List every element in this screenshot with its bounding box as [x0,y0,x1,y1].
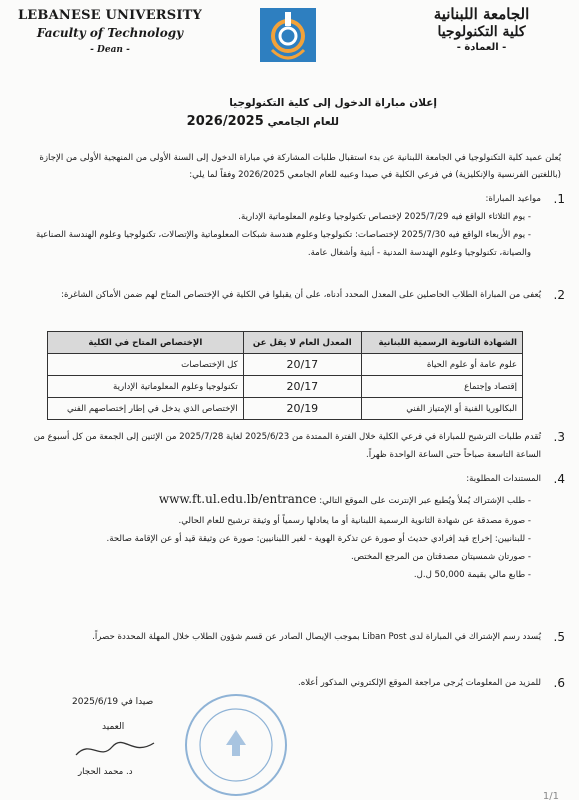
dean-label-en: - Dean - [90,45,130,55]
entrance-url-link[interactable]: www.ft.ul.edu.lb/entrance [158,492,317,506]
list-item: - طابع مالي بقيمة 50,000 ل.ل. [413,570,531,580]
university-logo [258,6,318,64]
section-number: 2. [553,288,565,302]
section-text: يُسدد رسم الإشتراك في المباراة لدى Liban Post بموجب الإيصال الصادر عن قسم شؤون الطلاب خلال المهلة المحددة حصراً. [92,632,541,642]
section-text: للمزيد من المعلومات يُرجى مراجعة الموقع الإلكتروني المذكور أعلاه. [297,678,541,688]
column-header: الإختصاص المتاح في الكلية [48,332,244,354]
handwritten-signature [70,735,160,765]
signature-date: صيدا في 2025/6/19 [72,697,154,707]
announcement-year-line [187,114,339,129]
university-name-ar: الجامعة اللبنانية [433,5,530,23]
table-cell: 20/19 [243,398,361,420]
table-header-row [48,332,523,354]
signature-title: العميد [102,722,125,732]
table-cell: 20/17 [243,354,361,376]
table-cell: الإختصاص الذي يدخل في إطار إختصاصهم الفني [48,398,244,420]
table-row [48,376,523,398]
section-heading: المستندات المطلوبة: [466,474,541,484]
section-number: 3. [553,430,565,444]
section-4 [22,470,565,584]
table-cell: تكنولوجيا وعلوم المعلوماتية الإدارية [48,376,244,398]
column-header: الشهادة الثانوية الرسمية اللبنانية [361,332,522,354]
official-stamp [180,690,292,800]
year-prefix: للعام الجامعي [267,116,339,128]
faculty-name-ar: كلية التكنولوجيا [437,24,526,40]
table-row [48,398,523,420]
academic-year: 2026/2025 [186,114,264,129]
list-item: - يوم الأربعاء الواقع فيه 2025/7/30 لإختصاصات: تكنولوجيا وعلوم هندسة شبكات المعلوماتية والإتصالات، تكنولوجيا وعلوم الهندسة الصناعية والصيانة، تكنولوجيا وعلوم الهندسة المدنية - أبنية وأشغال عامة. [35,230,531,258]
faculty-name-en: Faculty of Technology [36,26,184,40]
section-5 [22,628,565,646]
dean-name: د. محمد الحجار [78,767,133,777]
list-item: - للبنانيين: إخراج قيد إفرادي حديث أو صورة عن تذكرة الهوية - لغير اللبنانيين: صورة عن وثيقة قيد أو عن الإقامة صالحة. [106,534,531,544]
intro-paragraph: يُعلن عميد كلية التكنولوجيا في الجامعة اللبنانية عن بدء استقبال طلبات المشاركة في مباراة الدخول إلى السنة الأولى من المنهجية الأولى من الإجازة (باللغتين الفرنسية والإنكليزية) في فرعي الكلية في صيدا وعبيه للعام الجامعي 2026/2025 وفقاً لما يلي: [39,153,561,180]
university-name-en: LEBANESE UNIVERSITY [17,8,203,23]
table-cell: البكالوريا الفنية أو الإمتياز الفني [361,398,522,420]
section-number: 1. [553,192,565,206]
header-arabic [394,5,569,53]
list-item [22,488,531,512]
announcement-title: إعلان مباراة الدخول إلى كلية التكنولوجيا [229,97,437,109]
section-number: 4. [553,472,565,486]
table-row [48,354,523,376]
column-header: المعدل العام لا يقل عن [243,332,361,354]
header-english [10,8,210,55]
admission-table [47,331,523,420]
table-cell: 20/17 [243,376,361,398]
table-cell: كل الإختصاصات [48,354,244,376]
dean-label-ar: - العمادة - [456,42,507,53]
table-cell: إقتصاد وإجتماع [361,376,522,398]
section-number: 6. [553,676,565,690]
section-3 [22,428,565,464]
section-2 [22,286,565,304]
list-item: - صورة مصدقة عن شهادة الثانوية الرسمية اللبنانية أو ما يعادلها رسمياً أو وثيقة ترشيح للعام الحالي. [178,516,531,526]
section-heading: مواعيد المباراة: [485,194,541,204]
section-number: 5. [553,630,565,644]
page-number: 1/1 [542,791,559,802]
section-text: يُعفى من المباراة الطلاب الحاصلين على المعدل المحدد أدناه، على أن يقبلوا في الكلية في الإختصاص المتاح لهم ضمن الأماكن الشاغرة: [61,290,541,300]
list-item: - صورتان شمسيتان مصدقتان من المرجع المختص. [351,552,531,562]
list-item: - يوم الثلاثاء الواقع فيه 2025/7/29 لإختصاص تكنولوجيا وعلوم المعلوماتية الإدارية. [238,212,531,222]
table-cell: علوم عامة أو علوم الحياة [361,354,522,376]
section-text: تُقدم طلبات الترشيح للمباراة في فرعي الكلية خلال الفترة الممتدة من 2025/6/23 لغاية 2025/7/28 من الإثنين إلى الجمعة من كل أسبوع من الساعة التاسعة صباحاً حتى الساعة الواحدة ظهراً. [33,432,541,460]
list-item-text: - طلب الإشتراك يُملأ ويُطبع عبر الإنترنت على الموقع التالي: [319,496,531,506]
section-1 [22,190,565,262]
section-6 [22,674,565,692]
